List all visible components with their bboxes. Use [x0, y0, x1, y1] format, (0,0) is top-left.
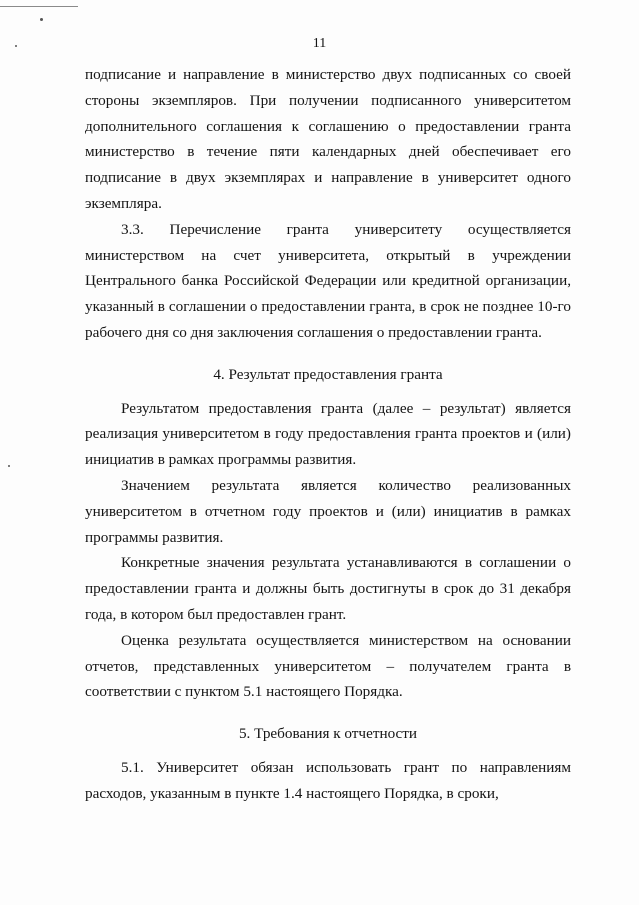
page-number: 11 [312, 36, 327, 51]
section-5-heading: 5. Требования к отчетности [238, 725, 418, 743]
section-4-paragraph-4: Оценка результата осуществляется министерством на основании отчетов, представленных университетом – получателем гранта в соответствии с пунктом 5.1 настоящего Порядка. [85, 631, 571, 701]
scan-edge-line [0, 6, 78, 7]
clause-3-3: 3.3. Перечисление гранта университету осуществляется министерством на счет университета, открытый в учреждении Центрального банка Российской Федерации или кредитной организации, указанный в соглашении о предоставлении гранта, в срок не позднее 10-го рабочего дня со дня заключения соглашения о предоставлении гранта. [85, 220, 571, 341]
clause-5-1: 5.1. Университет обязан использовать грант по направлениям расходов, указанным в пункте 1.4 настоящего Порядка, в сроки, [85, 758, 571, 802]
section-4-paragraph-3: Конкретные значения результата устанавливаются в соглашении о предоставлении гранта и должны быть достигнуты в срок до 31 декабря года, в котором был предоставлен грант. [85, 554, 571, 623]
scan-speck [40, 18, 43, 21]
paragraph-continuation: подписание и направление в министерство двух подписанных со своей стороны экземпляров. При получении подписанного университетом дополнительного соглашения к соглашению о предоставлении гранта министерство в течение пяти календарных дней обеспечивает его подписание в двух экземплярах и направление в университет одного экземпляра. [85, 66, 571, 212]
document-body [85, 62, 571, 807]
section-4-paragraph-1: Результатом предоставления гранта (далее – результат) является реализация университетом в году предоставления гранта проектов и (или) инициатив в рамках программы развития. [85, 399, 571, 469]
section-4-heading: 4. Результат предоставления гранта [213, 365, 443, 383]
scan-speck [8, 465, 10, 467]
section-4-paragraph-2: Значением результата является количество реализованных университетом в отчетном году проектов и (или) инициатив в рамках программы развития. [85, 476, 571, 546]
